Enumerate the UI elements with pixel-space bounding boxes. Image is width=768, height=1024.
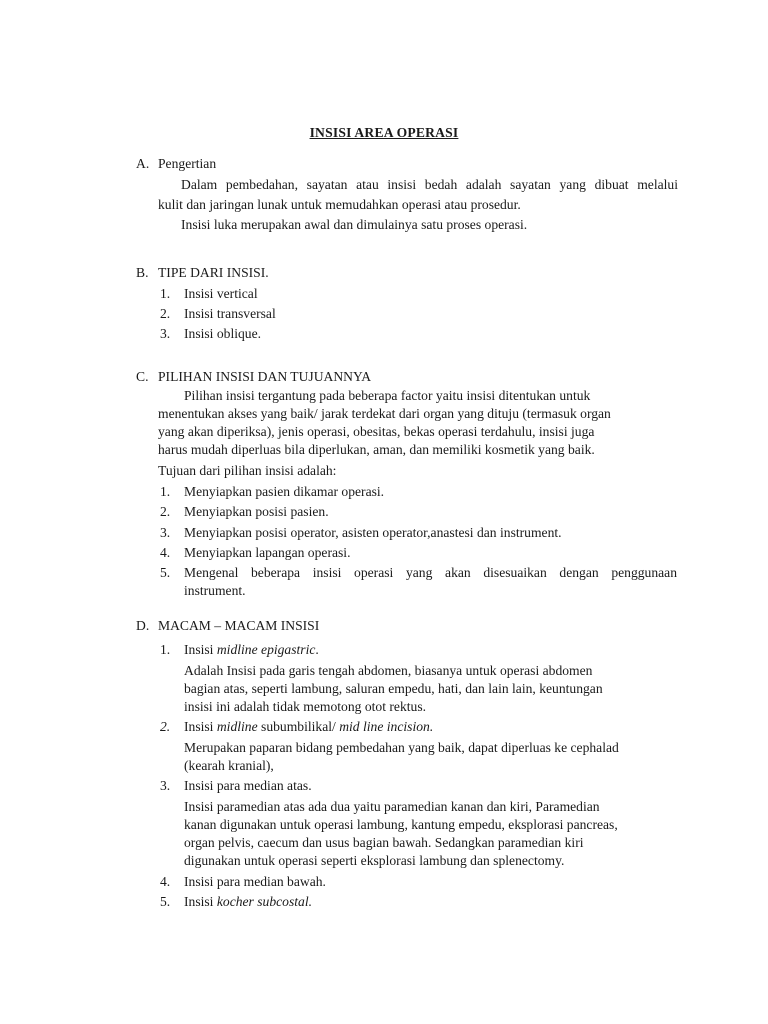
section-c-item-2: Menyiapkan posisi pasien. [184,504,329,519]
section-a-line-2: kulit dan jaringan lunak untuk memudahkan operasi atau prosedur. [158,197,521,212]
section-d-heading: MACAM – MACAM INSISI [158,618,320,633]
section-c-item-5-line-1: Mengenal beberapa insisi operasi yang akan disesuaikan dengan penggunaan [184,565,677,580]
section-d-item-1-desc-2: bagian atas, seperti lambung, saluran empedu, hati, dan lain lain, keuntungan [184,681,603,696]
section-b-item-1: Insisi vertical [184,286,258,301]
section-d-item-3-num: 3. [160,778,171,793]
section-d-item-2-mid: subumbilikal/ [257,719,340,734]
section-b-item-2-num: 2. [160,306,171,321]
section-c-item-4-num: 4. [160,545,171,560]
section-b-item-3-num: 3. [160,326,171,341]
section-c-line-3: yang akan diperiksa), jenis operasi, obesitas, bekas operasi terdahulu, insisi juga [158,424,595,439]
section-c-line-2: menentukan akses yang baik/ jarak terdekat dari organ yang dituju (termasuk organ [158,406,611,421]
section-c-tujuan: Tujuan dari pilihan insisi adalah: [158,463,337,478]
section-d-item-2-em: midline [216,719,258,734]
section-d-item-2-em2: mid line incision. [339,719,434,734]
section-b-item-2: Insisi transversal [184,306,276,321]
section-c-item-3-num: 3. [160,525,171,540]
document-title: INSISI AREA OPERASI [309,125,459,140]
section-a-line-3: Insisi luka merupakan awal dan dimulainya satu proses operasi. [181,217,528,232]
section-d-item-2-pre: Insisi [184,719,217,734]
section-d-item-1-post: . [315,642,319,657]
section-c-paragraph [158,387,675,459]
section-c-letter: C. [136,369,149,384]
section-c-heading: PILIHAN INSISI DAN TUJUANNYA [158,369,372,384]
section-d-item-5-num: 5. [160,894,171,909]
section-c-item-5 [184,564,677,600]
section-d-item-3-desc-4: digunakan untuk operasi seperti eksplorasi lambung dan splenectomy. [184,853,565,868]
section-d-item-1-pre: Insisi [184,642,217,657]
section-d-item-5-pre: Insisi [184,894,217,909]
section-d-item-3-desc [184,798,676,870]
section-a-paragraph [158,176,678,234]
section-d-item-3-desc-3: organ pelvis, caecum dan usus bagian bawah. Sedangkan paramedian kiri [184,835,584,850]
section-d-item-5-title [184,893,312,911]
section-d-item-5-em: kocher subcostal. [216,894,312,909]
section-c-item-1: Menyiapkan pasien dikamar operasi. [184,484,385,499]
section-d-item-2-title [184,718,433,736]
section-d-item-3-desc-2: kanan digunakan untuk operasi lambung, kantung empedu, eksplorasi pancreas, [184,817,618,832]
section-a-heading: Pengertian [158,156,217,171]
section-c-item-4: Menyiapkan lapangan operasi. [184,545,351,560]
section-b-item-3: Insisi oblique. [184,326,262,341]
section-c-item-5-line-2: instrument. [184,583,246,598]
section-d-item-3-title: Insisi para median atas. [184,778,312,793]
section-d-item-1-desc [184,662,664,716]
section-c-item-3: Menyiapkan posisi operator, asisten operator,anastesi dan instrument. [184,525,562,540]
section-b-heading: TIPE DARI INSISI. [158,265,269,280]
section-d-item-1-em: midline epigastric [216,642,316,657]
section-c-line-4: harus mudah diperluas bila diperlukan, aman, dan memiliki kosmetik yang baik. [158,442,595,457]
section-d-item-2-desc-2: (kearah kranial), [184,758,274,773]
section-a-line-1: Dalam pembedahan, sayatan atau insisi bedah adalah sayatan yang dibuat melalui [181,177,678,192]
section-d-item-1-desc-3: insisi ini adalah tidak memotong otot rektus. [184,699,427,714]
section-d-item-2-num: 2. [160,719,171,734]
section-d-letter: D. [136,618,150,633]
section-d-item-1-title [184,641,319,659]
section-d-item-4-title: Insisi para median bawah. [184,874,326,889]
section-d-item-4-num: 4. [160,874,171,889]
section-b-item-1-num: 1. [160,286,171,301]
section-c-item-5-num: 5. [160,565,171,580]
section-d-item-1-desc-1: Adalah Insisi pada garis tengah abdomen, biasanya untuk operasi abdomen [184,663,593,678]
section-b-letter: B. [136,265,149,280]
section-c-item-1-num: 1. [160,484,171,499]
section-d-item-3-desc-1: Insisi paramedian atas ada dua yaitu paramedian kanan dan kiri, Paramedian [184,799,600,814]
section-c-item-2-num: 2. [160,504,171,519]
section-d-item-2-desc-1: Merupakan paparan bidang pembedahan yang baik, dapat diperluas ke cephalad [184,740,619,755]
section-d-item-1-num: 1. [160,642,171,657]
section-d-item-2-desc [184,739,674,775]
section-a-letter: A. [136,156,150,171]
section-c-line-1: Pilihan insisi tergantung pada beberapa factor yaitu insisi ditentukan untuk [184,388,591,403]
